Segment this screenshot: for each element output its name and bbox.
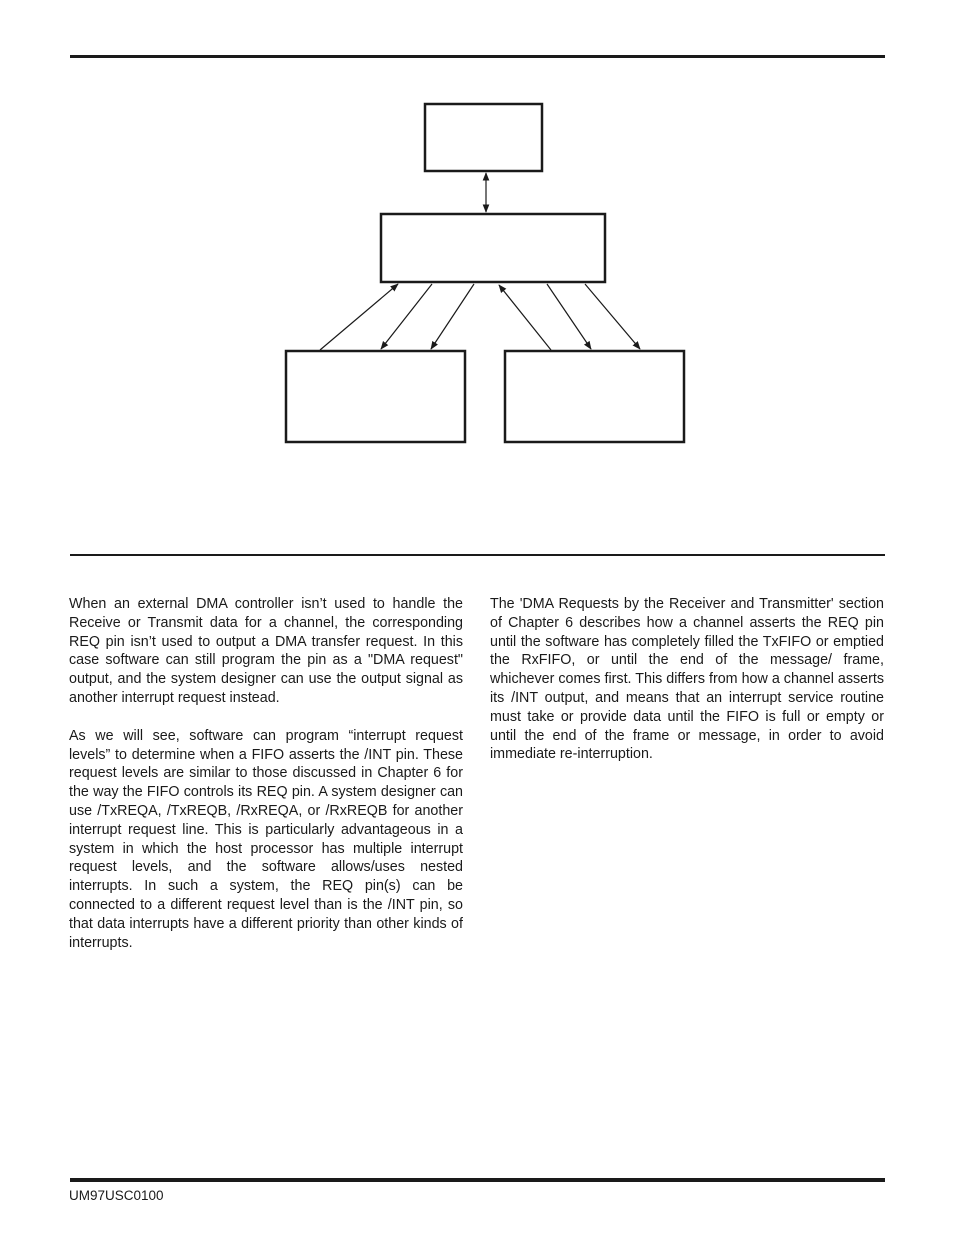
right-bottom-block	[505, 351, 684, 442]
middle-block	[381, 214, 605, 282]
arrow-right-2	[547, 284, 591, 349]
left-bottom-block	[286, 351, 465, 442]
paragraph: When an external DMA controller isn’t used to handle the Receive or Transmit data for a channel, the corresponding REQ pin isn’t used to output a DMA transfer request. In this case software can still program the pin as a "DMA request" output, and the system designer can use the output signal as another interrupt request instead.	[69, 596, 463, 706]
paragraph: The 'DMA Requests by the Receiver and Transmitter' section of Chapter 6 describes how a channel asserts the REQ pin until the software has completely filled the TxFIFO or emptied the RxFIFO, or until the end of the message/ frame, whichever comes first. This differs from how a channel asserts its /INT output, and means that an interrupt service routine must take or provide data until the FIFO is full or empty or until the end of the frame or message, in order to avoid immediate re-interruption.	[490, 596, 884, 763]
arrow-left-3	[431, 284, 474, 349]
block-diagram	[0, 0, 954, 470]
bottom-rule	[70, 1178, 885, 1182]
arrow-right-1	[499, 285, 551, 350]
figure-divider-rule	[70, 554, 885, 556]
arrow-right-3	[585, 284, 640, 349]
footer-doc-code: UM97USC0100	[69, 1188, 164, 1203]
left-text-column	[69, 595, 463, 971]
paragraph: As we will see, software can program “interrupt request levels” to determine when a FIFO asserts the /INT pin. These request levels are similar to those discussed in Chapter 6 for the way the FIFO controls its REQ pin. A system designer can use /TxREQA, /TxREQB, /RxREQA, or /RxREQB for another interrupt request line. This is particularly advantageous in a system in which the host processor has multiple interrupt request levels, and the software allows/uses nested interrupts. In such a system, the REQ pin(s) can be connected to a different request level than is the /INT pin, so that data interrupts have a different priority than other kinds of interrupts.	[69, 727, 463, 951]
arrow-left-2	[381, 284, 432, 349]
right-text-column	[490, 595, 884, 783]
arrow-left-1	[320, 284, 398, 350]
top-block	[425, 104, 542, 171]
